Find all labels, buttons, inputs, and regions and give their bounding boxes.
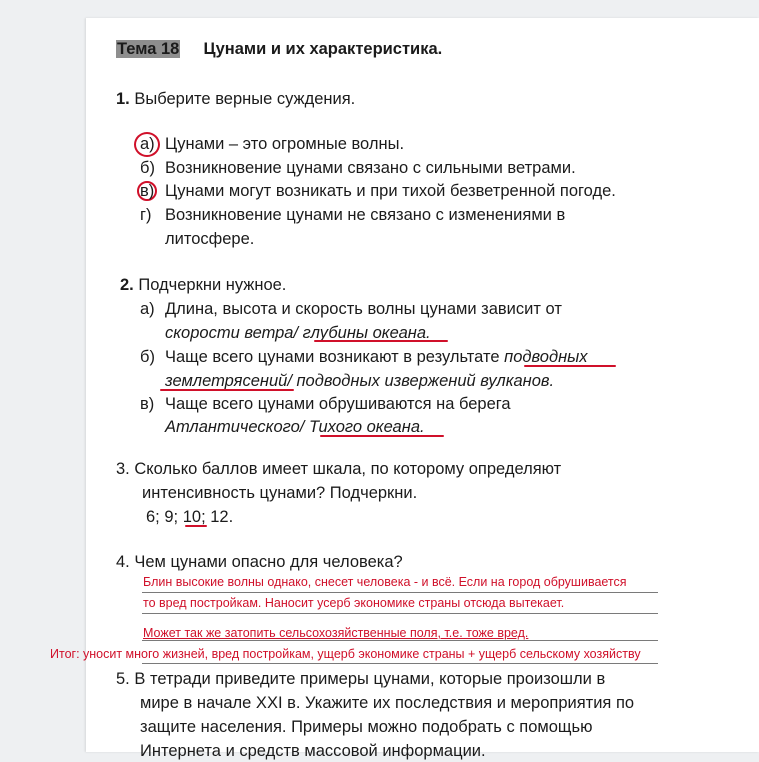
q1-option-v-text: Цунами могут возникать и при тихой безветренной погоде.: [165, 182, 616, 200]
q4-summary: Итог: уносит много жизней, вред постройкам, ущерб экономике страны + ущерб сельскому хозяйству: [50, 647, 641, 661]
q5-line3: защите населения. Примеры можно подобрать с помощью: [140, 718, 593, 736]
q1-option-v-marker: в): [140, 182, 155, 200]
answer-rule-4: [142, 663, 658, 664]
q3-number: 3.: [116, 460, 130, 478]
underline-ten: [185, 525, 207, 527]
q2-c-opt1: Атлантического/: [165, 418, 305, 436]
q2-b-opt2: / подводных извержений вулканов.: [287, 372, 555, 390]
q1-option-a-text: Цунами – это огромные волны.: [165, 135, 405, 153]
q2-a-end: .: [426, 324, 431, 342]
q2-a-opt2: глубины океана: [302, 324, 427, 342]
topic-heading: [116, 38, 442, 60]
q4-heading: [116, 551, 403, 573]
q2-c-opt2: Тихого океана.: [308, 418, 425, 436]
q4-answer-line1: Блин высокие волны однако, снесет человека - и всё. Если на город обрушивается: [143, 575, 627, 589]
q2-a-marker: а): [140, 300, 155, 318]
underline-tihogo: [320, 435, 444, 437]
q1-option-b-marker: б): [140, 159, 155, 177]
answer-rule-1: [142, 592, 658, 593]
q3-line2: интенсивность цунами? Подчеркни.: [142, 484, 418, 502]
q2-a-line1: Длина, высота и скорость волны цунами зависит от: [165, 300, 562, 318]
q2-b-marker: б): [140, 348, 155, 366]
topic-label: Тема 18: [117, 40, 180, 58]
q3-v2: 10: [182, 508, 202, 526]
q3-line1: Сколько баллов имеет шкала, по которому определяют: [134, 460, 562, 478]
answer-rule-3: [142, 640, 658, 641]
q2-a-opt1: скорости ветра/: [165, 324, 299, 342]
q1-option-a-marker: а): [140, 135, 155, 153]
q1-heading: [116, 88, 355, 110]
answer-rule-2: [142, 613, 658, 614]
q2-number: 2.: [120, 276, 134, 294]
q1-option-g-marker: г): [140, 206, 152, 224]
q5-line4: Интернета и средств массовой информации.: [140, 742, 486, 760]
q1-option-g-cont: литосфере.: [165, 230, 255, 248]
q5-line2: мире в начале XXI в. Укажите их последствия и мероприятия по: [140, 694, 635, 712]
q2-prompt: Подчеркни нужное.: [138, 276, 287, 294]
q2-heading: [120, 274, 286, 296]
q1-prompt: Выберите верные суждения.: [134, 90, 356, 108]
q2-b-opt1b: землетрясений: [165, 372, 288, 390]
underline-zemletryaseniy: [160, 389, 294, 391]
q4-number: 4.: [116, 553, 130, 571]
q5-line1: В тетради приведите примеры цунами, которые произошли в: [134, 670, 606, 688]
q2-c-marker: в): [140, 395, 155, 413]
underline-podvodnyh: [524, 365, 616, 367]
q1-option-g-text: Возникновение цунами не связано с изменениями в: [165, 206, 566, 224]
q2-c-line1: Чаще всего цунами обрушиваются на берега: [165, 395, 511, 413]
q2-b-line1: Чаще всего цунами возникают в результате: [165, 348, 500, 366]
q5-line1-wrap: [116, 668, 605, 690]
q3-v1: 6; 9;: [146, 508, 179, 526]
q3-v3: ; 12.: [201, 508, 234, 526]
topic-title: Цунами и их характеристика.: [203, 40, 443, 58]
q2-b-opt1a: подводных: [504, 348, 588, 366]
q1-number: 1.: [116, 90, 130, 108]
q5-number: 5.: [116, 670, 130, 688]
q4-answer-line3: Может так же затопить сельсохозяйственные поля, т.е. тоже вред.: [143, 626, 529, 640]
q4-answer-line2: то вред постройкам. Наносит усерб экономике страны отсюда вытекает.: [143, 596, 565, 610]
q3-line1-wrap: [116, 458, 561, 480]
underline-depth: [314, 340, 448, 342]
q4-prompt: Чем цунами опасно для человека?: [134, 553, 403, 571]
q1-option-b-text: Возникновение цунами связано с сильными ветрами.: [165, 159, 576, 177]
